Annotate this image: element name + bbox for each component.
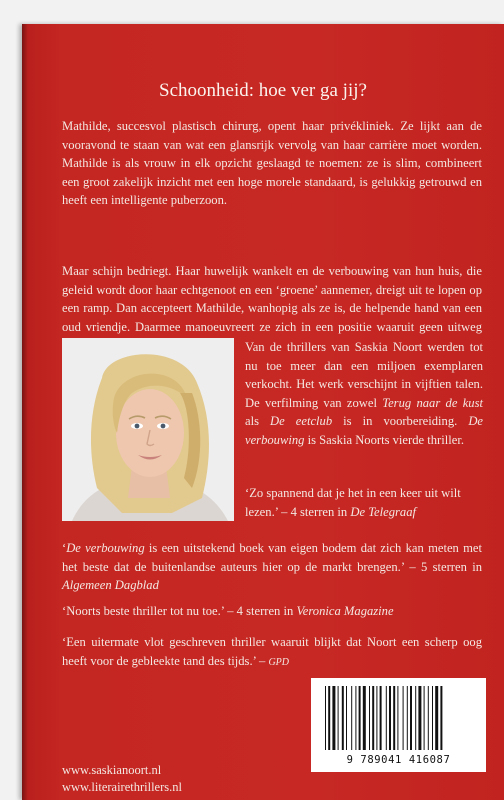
review-source: GPD	[268, 656, 290, 668]
author-info-text-3: is in voorbereiding.	[332, 414, 469, 428]
blurb-paragraph-1: Mathilde, succesvol plastisch chirurg, opent haar privékliniek. Ze lijkt aan de vooravond te staan van wat een glansrijk vervolg van haar carrière moet worden. Mathilde is als vrouw in elk opzicht geslaagd te noemen: ze is slim, combineert een groot zakelijk inzicht met een hoge morele standaard, is gelukkig getrouwd en heeft een intelligente puberzoon.	[62, 119, 482, 207]
book-title-terug-naar-de-kust: Terug naar de kust	[382, 395, 484, 410]
url-saskianoort[interactable]: www.saskianoort.nl	[62, 763, 162, 777]
review-text: ‘Zo spannend dat je het in een keer uit wilt lezen.’ – 4 sterren in	[245, 486, 461, 519]
website-links	[62, 762, 182, 796]
review-lead-title: De verbouwing	[66, 541, 145, 555]
review-source: Veronica Magazine	[296, 604, 394, 618]
author-info	[245, 338, 483, 449]
review-text: ‘Een uitermate vlot geschreven thriller waaruit blijkt dat Noort een scherp oog heeft voor de gebleekte tand des tijds.’ –	[62, 635, 482, 668]
review-source: Algemeen Dagblad	[62, 578, 159, 592]
author-info-text-1: Van de thrillers van Saskia Noort werden tot nu toe meer dan een miljoen exemplaren verkocht. Het werk verschijnt in vijftien talen. De verfilming van zowel	[245, 340, 483, 410]
author-info-text-4: is Saskia Noorts vierde thriller.	[304, 432, 464, 447]
review-source: De Telegraaf	[350, 504, 417, 519]
review-text: is een uitstekend boek van eigen bodem dat zich kan meten met het beste dat de buitenlandse auteurs hier op de markt brengen.’ – 5 sterren in	[62, 541, 483, 574]
book-title-de-verbouwing: De verbouwing	[245, 414, 483, 447]
barcode-number: 9 789041 416087	[346, 754, 451, 766]
author-info-text-2: als	[245, 414, 271, 428]
blurb-paragraph-2: Maar schijn bedriegt. Haar huwelijk wankelt en de verbouwing van hun huis, die geleid wordt door haar echtgenoot en een ‘groene’ aannemer, dreigt uit te lopen op een ramp. Dan accepteert Mathilde, wanhopig als ze is, de helpende hand van een oud vriendje. Daarmee manoeuvreert ze zich in een positie waaruit geen uitweg	[62, 264, 482, 334]
isbn-barcode	[311, 678, 486, 772]
url-literairethrillers[interactable]: www.literairethrillers.nl	[62, 780, 182, 794]
blurb-heading: Schoonheid: hoe ver ga jij?	[159, 80, 367, 101]
barcode-bars	[311, 678, 486, 756]
review-quote-veronica	[62, 602, 482, 621]
review-quote-telegraaf	[245, 484, 483, 521]
author-portrait-image	[62, 338, 234, 521]
book-back-cover	[22, 24, 504, 800]
review-text: ‘Noorts beste thriller tot nu toe.’ – 4 sterren in	[62, 604, 297, 618]
review-quote-gpd	[62, 633, 482, 672]
author-photo	[62, 338, 234, 521]
book-title-de-eetclub: De eetclub	[270, 414, 333, 428]
review-quote-ad: ‘De verbouwing is een uitstekend boek van eigen bodem dat zich kan meten met het beste dat de buitenlandse auteurs hier op de markt brengen.’ – 5 sterren in Algemeen Dagblad	[62, 541, 483, 592]
